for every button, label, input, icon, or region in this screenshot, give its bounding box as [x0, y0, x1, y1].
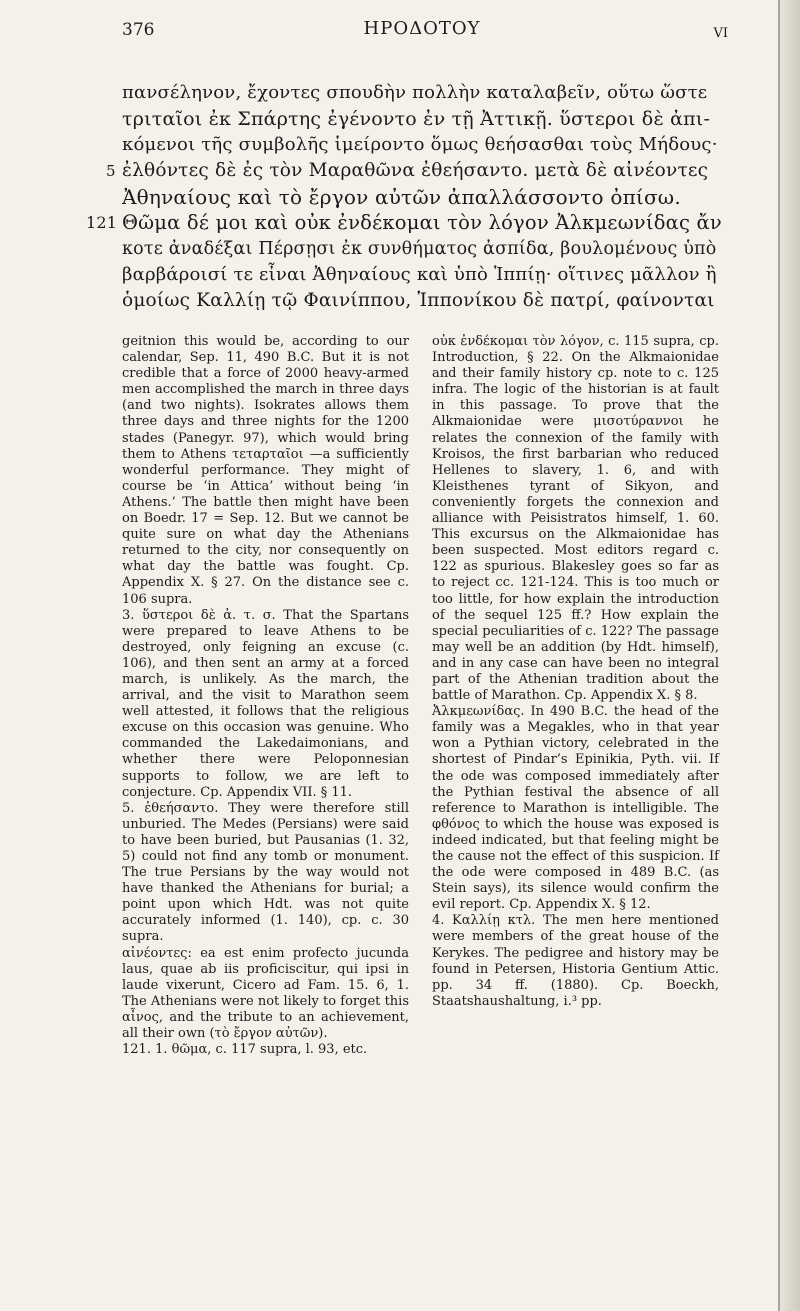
- page-header: [122, 14, 728, 44]
- greek-line: 121 Θῶμα δέ μοι καὶ οὐκ ἐνδέκομαι τὸν λόγον Ἀλκμεωνίδας ἄν: [86, 211, 722, 234]
- greek-text: [86, 80, 722, 314]
- commentary: [122, 334, 722, 1294]
- greek-line: πανσέληνον, ἔχοντες σπουδὴν πολλὴν καταλαβεῖν, οὕτω ὥστε: [122, 82, 708, 103]
- greek-line: κοτε ἀναδέξαι Πέρσῃσι ἐκ συνθήματος ἀσπίδα, βουλομένους ὑπὸ: [122, 239, 717, 259]
- book-number: VI: [713, 26, 728, 41]
- greek-line: Ἀθηναίους καὶ τὸ ἔργον αὐτῶν ἀπαλλάσσοντο ὀπίσω.: [122, 185, 681, 209]
- note-paragraph: 121. 1. θῶμα, c. 117 supra, l. 93, etc.: [122, 1042, 368, 1058]
- greek-line: τριταῖοι ἐκ Σπάρτης ἐγένοντο ἐν τῇ Ἀττικῇ. ὕστεροι δὲ ἀπι-: [122, 108, 711, 130]
- greek-line: 5 ἐλθόντες δὲ ἐς τὸν Μαραθῶνα ἐθεήσαντο. μετὰ δὲ αἰνέοντες: [122, 158, 722, 184]
- line-number: 5: [106, 162, 116, 180]
- note-paragraph: Ἀλκμεωνίδας. In 490 B.C. the head of the family was a Megakles, who in that year won a Pythian victory, celebrated in the shortest of Pindar’s Epinikia, Pyth. vii. If the ode was composed immediately after the Pythian festival the absence of all reference to Marathon is intelligible. The φθόνος to which the house was exposed is indeed indicated, but that feeling might be the cause not the effect of this suspicion. If the ode were composed in 489 B.C. (as Stein says), its silence would confirm the evil report. Cp. Appendix X. § 12.: [432, 704, 719, 913]
- greek-line: ὁμοίως Καλλίῃ τῷ Φαινίππου, Ἱππονίκου δὲ πατρί, φαίνονται: [122, 290, 715, 311]
- commentary-left-column: [122, 334, 409, 1058]
- note-paragraph: 5. ἐθεήσαντο. They were therefore still unburied. The Medes (Persians) were said to have been buried, but Pausanias (1. 32, 5) could not find any tomb or monument. The true Persians by the way would not have thanked the Athenians for burial; a point upon which Hdt. was not quite accurately informed (1. 140), cp. c. 30 supra.: [122, 800, 409, 945]
- page-edge: [780, 0, 800, 1311]
- note-paragraph: 4. Καλλίῃ κτλ. The men here mentioned were members of the great house of the Kerykes. The pedigree and history may be found in Petersen, Historia Gentium Attic. pp. 34 ff. (1880). Cp. Boeckh, Staatshaushaltung, i.³ pp.: [432, 913, 719, 1009]
- note-paragraph: geitnion this would be, according to our calendar, Sep. 11, 490 B.C. But it is not credible that a force of 2000 heavy-armed men accomplished the march in three days (and two nights). Isokrates allows them three days and three nights for the 1200 stades (Panegyr. 97), which would bring them to Athens τεταρταῖοι —a sufficiently wonderful performance. They might of course be ‘in Attica’ without being ‘in Athens.’ The battle then might have been on Boedr. 17 = Sep. 12. But we cannot be quite sure on what day the Athenians returned to the city, nor consequently on what day the battle was fought. Cp. Appendix X. § 27. On the distance see c. 106 supra.: [122, 334, 409, 607]
- note-paragraph: αἰνέοντες: ea est enim profecto jucunda laus, quae ab iis proficiscitur, qui ipsi in laude vixerunt, Cicero ad Fam. 15. 6, 1. The Athenians were not likely to forget this αἶνος, and the tribute to an achievement, all their own (τὸ ἔργον αὐτῶν).: [122, 945, 409, 1042]
- running-title: ΗΡΟΔΟΤΟΥ: [363, 18, 481, 39]
- section-number: 121: [86, 213, 118, 232]
- page-number: 376: [122, 20, 155, 40]
- note-paragraph: οὐκ ἐνδέκομαι τὸν λόγον, c. 115 supra, cp. Introduction, § 22. On the Alkmaionidae and their family history cp. note to c. 125 infra. The logic of the historian is at fault in this passage. To prove that the Alkmaionidae were μισοτύραννοι he relates the connexion of the family with Kroisos, the first barbarian who reduced Hellenes to slavery, 1. 6, and with Kleisthenes tyrant of Sikyon, and conveniently forgets the connexion and alliance with Peisistratos himself, 1. 60. This excursus on the Alkmaionidae has been suspected. Most editors regard c. 122 as spurious. Blakesley goes so far as to reject cc. 121-124. This is too much or too little, for how explain the introduction of the sequel 125 ff.? How explain the special peculiarities of c. 122? The passage may well be an addition (by Hdt. himself), and in any case can have been no integral part of the Athenian tradition about the battle of Marathon. Cp. Appendix X. § 8.: [432, 334, 719, 704]
- greek-line: κόμενοι τῆς συμβολῆς ἱμείροντο ὅμως θεήσασθαι τοὺς Μήδους·: [122, 134, 718, 155]
- commentary-right-column: [432, 334, 719, 1010]
- note-paragraph: 3. ὕστεροι δὲ ἀ. τ. σ. That the Spartans were prepared to leave Athens to be destroyed, only feigning an excuse (c. 106), and then sent an army at a forced march, is unlikely. As the march, the arrival, and the visit to Marathon seem well attested, it follows that the religious excuse on this occasion was genuine. Who commanded the Lakedaimonians, and whether there were Peloponnesian supports to follow, we are left to conjecture. Cp. Appendix VII. § 11.: [122, 607, 409, 800]
- page-edge-line: [778, 0, 780, 1311]
- greek-line: βαρβάροισί τε εἶναι Ἀθηναίους καὶ ὑπὸ Ἱππίῃ· οἵτινες μᾶλλον ἢ: [122, 264, 717, 285]
